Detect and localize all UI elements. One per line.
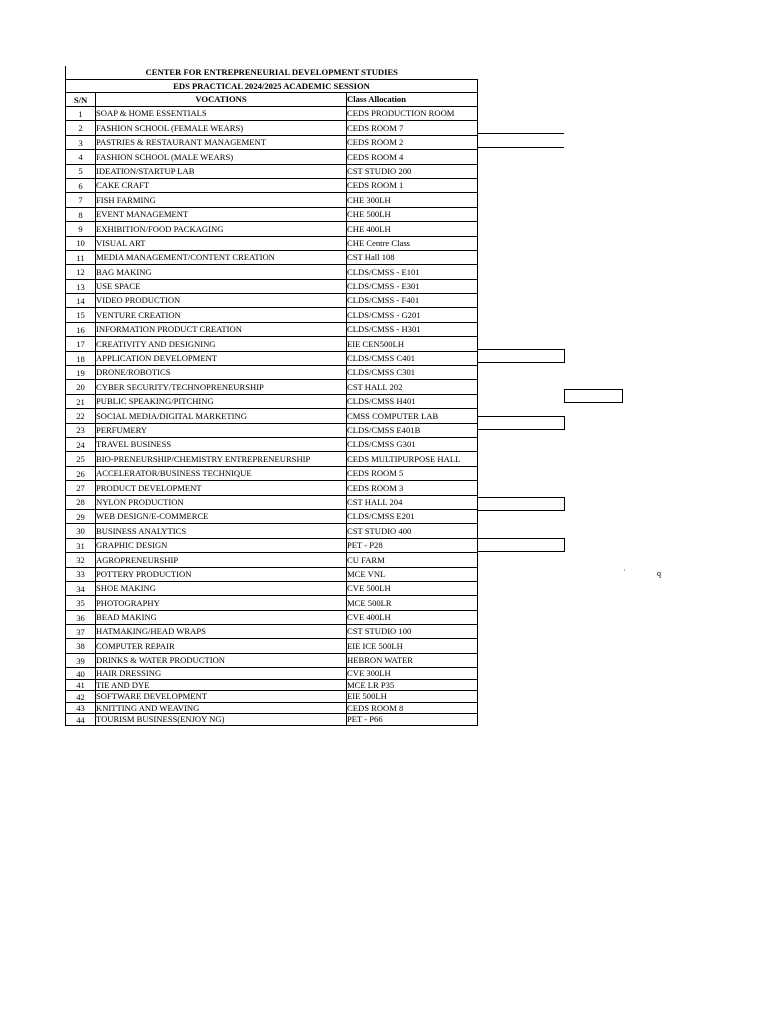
row-vocation: TRAVEL BUSINESS (96, 437, 347, 451)
row-class-allocation: CEDS MULTIPURPOSE HALL (347, 452, 478, 466)
table-row (66, 452, 478, 466)
row-class-allocation: EIE 500LH (347, 691, 478, 703)
row-class-allocation: EIE CEN500LH (347, 337, 478, 351)
table-row (66, 351, 478, 365)
row-sn: 9 (66, 222, 96, 236)
row-vocation: SOAP & HOME ESSENTIALS (96, 107, 347, 121)
row-class-allocation: CEDS ROOM 8 (347, 702, 478, 714)
table-row (66, 322, 478, 336)
table-row (66, 524, 478, 538)
row-vocation: VIDEO PRODUCTION (96, 294, 347, 308)
row-sn: 5 (66, 164, 96, 178)
row-vocation: IDEATION/STARTUP LAB (96, 164, 347, 178)
row-class-allocation: CLDS/CMSS C301 (347, 366, 478, 380)
row-class-allocation: CEDS ROOM 7 (347, 121, 478, 135)
row-sn: 15 (66, 308, 96, 322)
row-vocation: AGROPRENEURSHIP (96, 553, 347, 567)
row-vocation: USE SPACE (96, 279, 347, 293)
row-class-allocation: CVE 300LH (347, 668, 478, 680)
row-sn: 44 (66, 714, 96, 726)
table-row (66, 308, 478, 322)
row-sn: 30 (66, 524, 96, 538)
row-vocation: PUBLIC SPEAKING/PITCHING (96, 394, 347, 408)
row-vocation: APPLICATION DEVELOPMENT (96, 351, 347, 365)
row-class-allocation: CHE 400LH (347, 222, 478, 236)
row-class-allocation: CLDS/CMSS - G201 (347, 308, 478, 322)
extra-box-30 (477, 497, 565, 511)
row-sn: 17 (66, 337, 96, 351)
row-class-allocation: CEDS ROOM 3 (347, 481, 478, 495)
row-sn: 3 (66, 135, 96, 149)
row-vocation: FASHION SCHOOL (FEMALE WEARS) (96, 121, 347, 135)
table-row (66, 437, 478, 451)
row-class-allocation: CLDS/CMSS - F401 (347, 294, 478, 308)
row-class-allocation: EIE ICE 500LH (347, 639, 478, 653)
row-class-allocation: CLDS/CMSS E401B (347, 423, 478, 437)
row-class-allocation: CST HALL 204 (347, 495, 478, 509)
row-vocation: EVENT MANAGEMENT (96, 207, 347, 221)
table-row (66, 135, 478, 149)
row-sn: 42 (66, 691, 96, 703)
extra-box-19 (477, 349, 565, 363)
row-class-allocation: PET - P66 (347, 714, 478, 726)
row-class-allocation: MCE LR P35 (347, 679, 478, 691)
row-sn: 7 (66, 193, 96, 207)
table-row (66, 679, 478, 691)
row-class-allocation: CU FARM (347, 553, 478, 567)
row-sn: 14 (66, 294, 96, 308)
row-vocation: VISUAL ART (96, 236, 347, 250)
row-vocation: VENTURE CREATION (96, 308, 347, 322)
row-class-allocation: CLDS/CMSS - E101 (347, 265, 478, 279)
extra-line-3-top (477, 133, 564, 134)
stray-letter: q (657, 569, 661, 578)
row-vocation: TOURISM BUSINESS(ENJOY NG) (96, 714, 347, 726)
row-vocation: SOFTWARE DEVELOPMENT (96, 691, 347, 703)
row-sn: 2 (66, 121, 96, 135)
table-row (66, 150, 478, 164)
row-sn: 4 (66, 150, 96, 164)
extra-box-33 (477, 538, 565, 552)
row-sn: 16 (66, 322, 96, 336)
row-vocation: ACCELERATOR/BUSINESS TECHNIQUE (96, 466, 347, 480)
table-row (66, 222, 478, 236)
row-vocation: KNITTING AND WEAVING (96, 702, 347, 714)
extra-line-35 (477, 565, 478, 591)
table-row (66, 625, 478, 639)
table-row (66, 653, 478, 667)
row-vocation: CYBER SECURITY/TECHNOPRENEURSHIP (96, 380, 347, 394)
row-class-allocation: CHE 500LH (347, 207, 478, 221)
row-class-allocation: CST STUDIO 200 (347, 164, 478, 178)
table-row (66, 178, 478, 192)
row-sn: 24 (66, 437, 96, 451)
table-row (66, 107, 478, 121)
table-row (66, 265, 478, 279)
table-row (66, 236, 478, 250)
row-class-allocation: CLDS/CMSS E201 (347, 509, 478, 523)
allocation-table (65, 66, 478, 726)
row-class-allocation: CEDS PRODUCTION ROOM (347, 107, 478, 121)
table-row (66, 481, 478, 495)
row-sn: 26 (66, 466, 96, 480)
row-class-allocation: CLDS/CMSS G301 (347, 437, 478, 451)
table-row (66, 553, 478, 567)
row-vocation: PRODUCT DEVELOPMENT (96, 481, 347, 495)
row-vocation: SHOE MAKING (96, 581, 347, 595)
row-sn: 34 (66, 581, 96, 595)
table-row (66, 538, 478, 552)
stray-dot: · (623, 566, 626, 575)
row-class-allocation: CST STUDIO 400 (347, 524, 478, 538)
row-sn: 33 (66, 567, 96, 581)
subtitle-row (66, 80, 478, 93)
row-vocation: BUSINESS ANALYTICS (96, 524, 347, 538)
row-class-allocation: CLDS/CMSS - E301 (347, 279, 478, 293)
extra-box-22 (564, 389, 623, 403)
table-row (66, 250, 478, 264)
table-row (66, 193, 478, 207)
row-sn: 28 (66, 495, 96, 509)
row-class-allocation: CLDS/CMSS H401 (347, 394, 478, 408)
table-row (66, 337, 478, 351)
row-sn: 39 (66, 653, 96, 667)
row-class-allocation: CMSS COMPUTER LAB (347, 409, 478, 423)
row-vocation: HATMAKING/HEAD WRAPS (96, 625, 347, 639)
table-row (66, 668, 478, 680)
row-sn: 43 (66, 702, 96, 714)
row-class-allocation: CLDS/CMSS C401 (347, 351, 478, 365)
row-sn: 21 (66, 394, 96, 408)
table-row (66, 596, 478, 610)
row-vocation: BEAD MAKING (96, 610, 347, 624)
row-class-allocation: CHE 300LH (347, 193, 478, 207)
row-vocation: WEB DESIGN/E-COMMERCE (96, 509, 347, 523)
row-class-allocation: CST Hall 108 (347, 250, 478, 264)
row-sn: 6 (66, 178, 96, 192)
row-sn: 37 (66, 625, 96, 639)
row-sn: 36 (66, 610, 96, 624)
row-class-allocation: CEDS ROOM 2 (347, 135, 478, 149)
row-class-allocation: CLDS/CMSS - H301 (347, 322, 478, 336)
row-sn: 12 (66, 265, 96, 279)
row-vocation: COMPUTER REPAIR (96, 639, 347, 653)
row-sn: 10 (66, 236, 96, 250)
row-sn: 20 (66, 380, 96, 394)
row-vocation: TIE AND DYE (96, 679, 347, 691)
row-sn: 27 (66, 481, 96, 495)
row-vocation: GRAPHIC DESIGN (96, 538, 347, 552)
row-sn: 32 (66, 553, 96, 567)
row-sn: 8 (66, 207, 96, 221)
row-class-allocation: MCE VNL (347, 567, 478, 581)
row-sn: 23 (66, 423, 96, 437)
row-vocation: DRINKS & WATER PRODUCTION (96, 653, 347, 667)
table-row (66, 366, 478, 380)
row-sn: 35 (66, 596, 96, 610)
row-sn: 22 (66, 409, 96, 423)
row-vocation: FISH FARMING (96, 193, 347, 207)
table-row (66, 164, 478, 178)
row-class-allocation: CEDS ROOM 1 (347, 178, 478, 192)
table-row (66, 466, 478, 480)
row-vocation: HAIR DRESSING (96, 668, 347, 680)
row-sn: 40 (66, 668, 96, 680)
row-sn: 41 (66, 679, 96, 691)
row-class-allocation: CEDS ROOM 5 (347, 466, 478, 480)
row-class-allocation: HEBRON WATER (347, 653, 478, 667)
row-vocation: PERFUMERY (96, 423, 347, 437)
row-sn: 11 (66, 250, 96, 264)
table-row (66, 423, 478, 437)
row-vocation: EXHIBITION/FOOD PACKAGING (96, 222, 347, 236)
row-vocation: CREATIVITY AND DESIGNING (96, 337, 347, 351)
row-vocation: POTTERY PRODUCTION (96, 567, 347, 581)
table-row (66, 380, 478, 394)
row-vocation: NYLON PRODUCTION (96, 495, 347, 509)
table-row (66, 509, 478, 523)
header-sn: S/N (66, 93, 96, 107)
row-vocation: CAKE CRAFT (96, 178, 347, 192)
row-class-allocation: MCE 500LR (347, 596, 478, 610)
row-class-allocation: CST STUDIO 100 (347, 625, 478, 639)
row-sn: 25 (66, 452, 96, 466)
row-class-allocation: CHE Centre Class (347, 236, 478, 250)
row-vocation: SOCIAL MEDIA/DIGITAL MARKETING (96, 409, 347, 423)
table-row (66, 207, 478, 221)
row-class-allocation: CVE 500LH (347, 581, 478, 595)
row-sn: 1 (66, 107, 96, 121)
row-class-allocation: PET - P28 (347, 538, 478, 552)
row-vocation: PASTRIES & RESTAURANT MANAGEMENT (96, 135, 347, 149)
row-vocation: BAG MAKING (96, 265, 347, 279)
table-row (66, 581, 478, 595)
sheet-subtitle: EDS PRACTICAL 2024/2025 ACADEMIC SESSION (66, 80, 478, 93)
title-row (66, 66, 478, 80)
table-row (66, 702, 478, 714)
row-sn: 13 (66, 279, 96, 293)
row-vocation: BIO-PRENEURSHIP/CHEMISTRY ENTREPRENEURSHIP (96, 452, 347, 466)
header-vocations: VOCATIONS (96, 93, 347, 107)
table-row (66, 121, 478, 135)
row-vocation: MEDIA MANAGEMENT/CONTENT CREATION (96, 250, 347, 264)
row-vocation: PHOTOGRAPHY (96, 596, 347, 610)
table-row (66, 691, 478, 703)
table-row (66, 567, 478, 581)
row-vocation: DRONE/ROBOTICS (96, 366, 347, 380)
extra-box-24 (477, 416, 565, 430)
row-vocation: FASHION SCHOOL (MALE WEARS) (96, 150, 347, 164)
row-vocation: INFORMATION PRODUCT CREATION (96, 322, 347, 336)
column-header-row (66, 93, 478, 107)
spreadsheet (65, 66, 478, 726)
table-row (66, 294, 478, 308)
row-sn: 18 (66, 351, 96, 365)
row-class-allocation: CVE 400LH (347, 610, 478, 624)
row-sn: 19 (66, 366, 96, 380)
table-row (66, 639, 478, 653)
table-row (66, 394, 478, 408)
table-row (66, 495, 478, 509)
table-row (66, 279, 478, 293)
extra-line-3-bottom (477, 147, 564, 148)
row-class-allocation: CST HALL 202 (347, 380, 478, 394)
sheet-title: CENTER FOR ENTREPRENEURIAL DEVELOPMENT STUDIES (66, 66, 478, 80)
table-row (66, 714, 478, 726)
row-sn: 38 (66, 639, 96, 653)
table-row (66, 409, 478, 423)
table-row (66, 610, 478, 624)
row-sn: 29 (66, 509, 96, 523)
row-class-allocation: CEDS ROOM 4 (347, 150, 478, 164)
header-class-allocation: Class Allocation (347, 93, 478, 107)
row-sn: 31 (66, 538, 96, 552)
